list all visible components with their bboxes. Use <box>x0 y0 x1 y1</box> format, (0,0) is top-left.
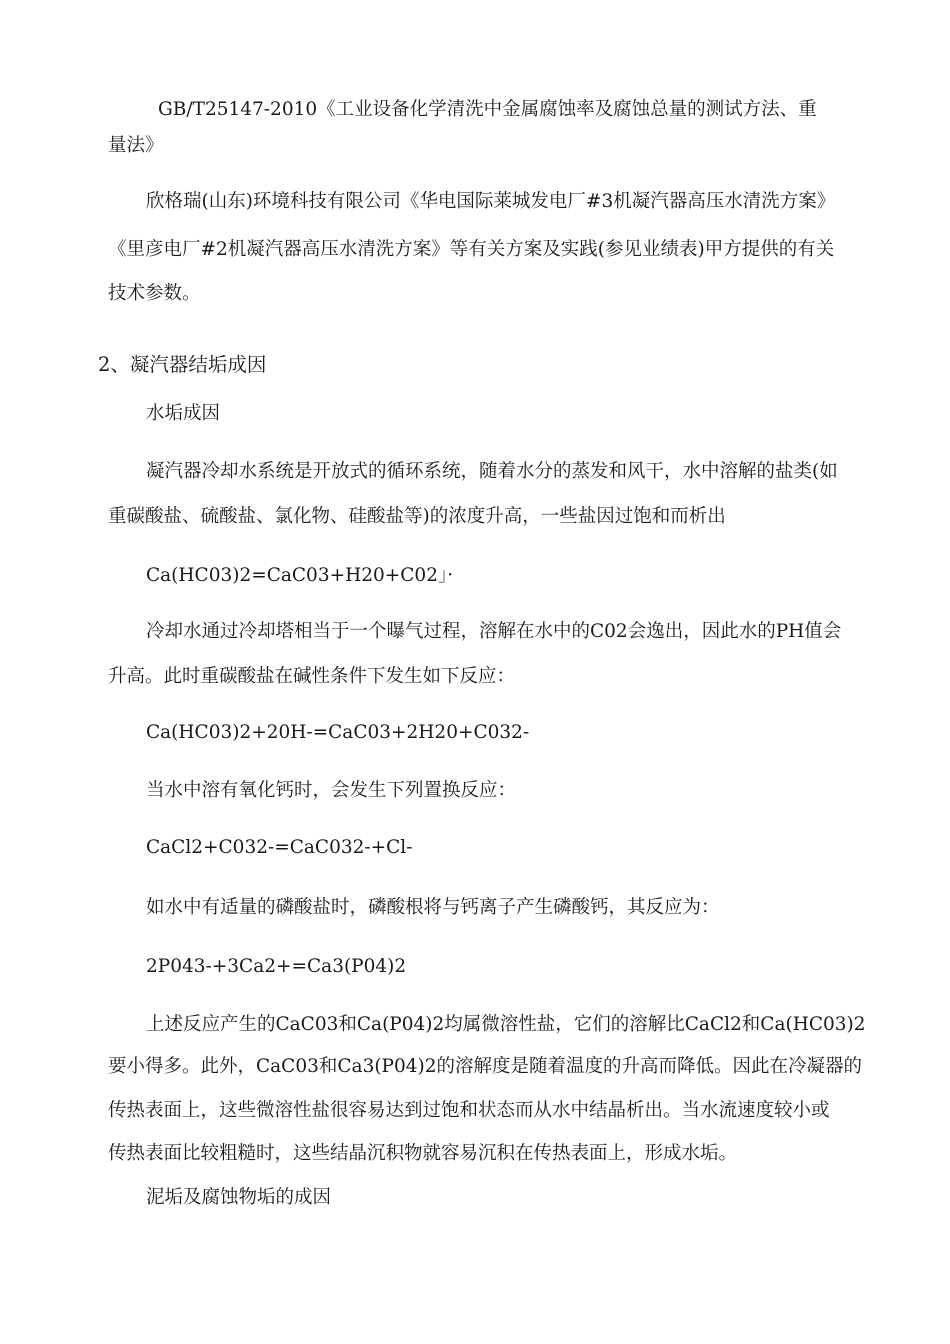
paragraph-5-line-1: 上述反应产生的CaC03和Ca(P04)2均属微溶性盐，它们的溶解比CaCl2和Ca(HC03)2 <box>146 1014 866 1035</box>
paragraph-4: 如水中有适量的磷酸盐时，磷酸根将与钙离子产生磷酸钙，其反应为： <box>146 897 720 918</box>
paragraph-5-line-2: 要小得多。此外，CaC03和Ca3(P04)2的溶解度是随着温度的升高而降低。因此在冷凝器的 <box>108 1056 863 1077</box>
reference-company-line-2: 《里彦电厂#2机凝汽器高压水清洗方案》等有关方案及实践(参见业绩表)甲方提供的有关 <box>108 239 835 260</box>
paragraph-1-line-2: 重碳酸盐、硫酸盐、氯化物、硅酸盐等)的浓度升高，一些盐因过饱和而析出 <box>108 506 726 527</box>
reference-gb-standard-line-1: GB/T25147-2010《工业设备化学清洗中金属腐蚀率及腐蚀总量的测试方法、重 <box>158 99 817 120</box>
subheading-mud-and-corrosion: 泥垢及腐蚀物垢的成因 <box>146 1187 332 1208</box>
reference-company-line-3: 技术参数。 <box>108 283 201 304</box>
equation-4: 2P043-+3Ca2+=Ca3(P04)2 <box>146 956 407 977</box>
paragraph-5-line-4: 传热表面比较粗糙时，这些结晶沉积物就容易沉积在传热表面上，形成水垢。 <box>108 1143 738 1164</box>
paragraph-5-line-3: 传热表面上，这些微溶性盐很容易达到过饱和状态而从水中结晶析出。当水流速度较小或 <box>108 1100 830 1121</box>
paragraph-2-line-2: 升高。此时重碳酸盐在碱性条件下发生如下反应： <box>108 666 516 687</box>
paragraph-1-line-1: 凝汽器冷却水系统是开放式的循环系统，随着水分的蒸发和风干，水中溶解的盐类(如 <box>146 461 838 482</box>
reference-company-line-1: 欣格瑞(山东)环境科技有限公司《华电国际莱城发电厂#3机凝汽器高压水清洗方案》 <box>146 191 836 212</box>
equation-3: CaCl2+C032-=CaC032-+Cl- <box>146 837 413 858</box>
equation-1: Ca(HC03)2=CaC03+H20+C02」· <box>146 565 454 586</box>
paragraph-3: 当水中溶有氧化钙时，会发生下列置换反应： <box>146 780 517 801</box>
subheading-scale-cause: 水垢成因 <box>146 403 221 424</box>
reference-gb-standard-line-2: 量法》 <box>108 135 164 156</box>
equation-2: Ca(HC03)2+20H-=CaC03+2H20+C032- <box>146 722 530 743</box>
section-heading: 2、凝汽器结垢成因 <box>98 353 267 376</box>
paragraph-2-line-1: 冷却水通过冷却塔相当于一个曝气过程，溶解在水中的C02会逸出，因此水的PH值会 <box>146 621 842 642</box>
